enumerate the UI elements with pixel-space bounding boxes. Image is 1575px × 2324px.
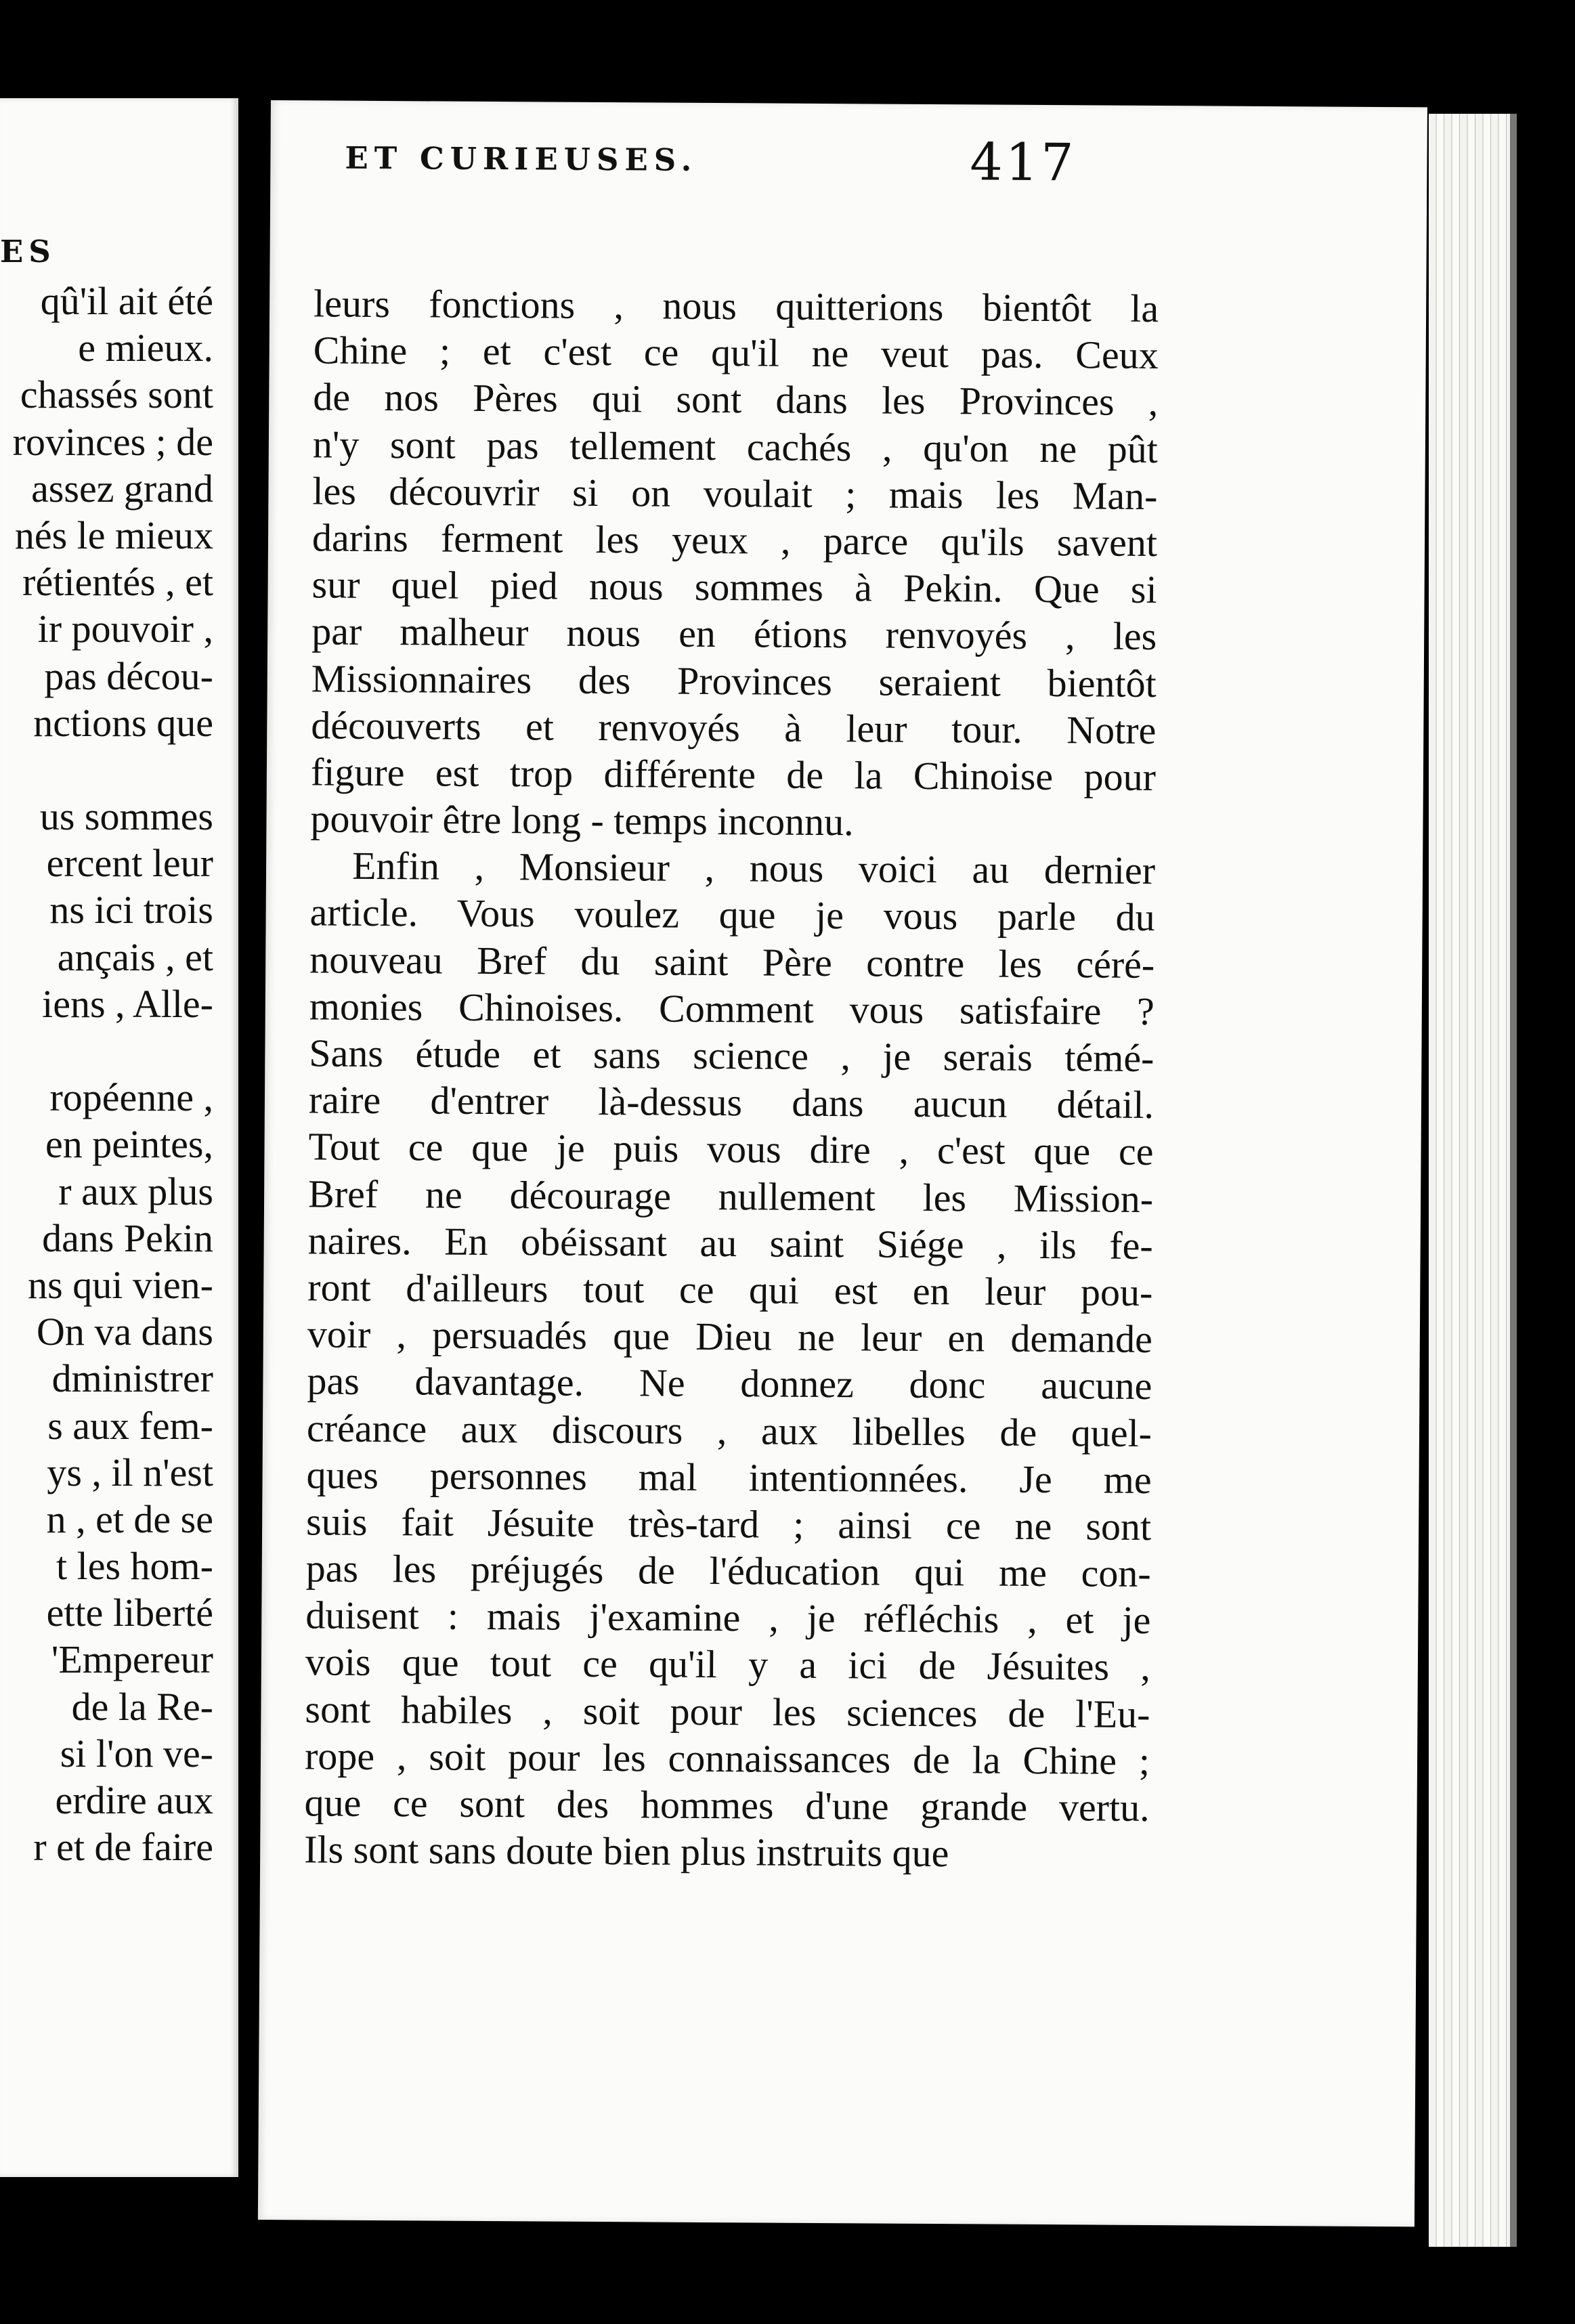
text-line: que ce sont des hommes d'une grande vertu.: [304, 1780, 1150, 1830]
text-line: les découvrir si on voulait ; mais les Man-: [312, 469, 1158, 518]
text-line: sont habiles , soit pour les sciences de l'Eu-: [305, 1686, 1150, 1736]
text-line: r et de faire: [33, 1825, 213, 1870]
page-number: 417: [970, 131, 1077, 193]
text-line: s aux fem-: [47, 1403, 213, 1448]
text-line: chassés sont: [20, 372, 213, 417]
text-line: leurs fonctions , nous quitterions bientôt la: [313, 281, 1159, 331]
text-line: sur quel pied nous sommes à Pekin. Que si: [311, 562, 1157, 612]
text-line: par malheur nous en étions renvoyés , les: [311, 609, 1157, 659]
text-line: de nos Pères qui sont dans les Provinces ,: [313, 374, 1159, 425]
text-line: rétientés , et: [22, 560, 213, 605]
text-line: nés le mieux: [14, 513, 213, 557]
text-line: figure est trop différente de la Chinoise pour: [310, 750, 1157, 799]
text-line: e mieux.: [78, 326, 213, 370]
page-header: [258, 126, 1161, 193]
text-line: pas les préjugés de l'éducation qui me con-: [305, 1546, 1151, 1596]
text-line: On va dans: [37, 1310, 213, 1354]
text-line: nouveau Bref du saint Père contre les céré-: [309, 937, 1155, 987]
text-line: us sommes: [39, 794, 213, 839]
text-line: Missionnaires des Provinces seraient bientôt: [311, 655, 1157, 706]
text-line: [0, 746, 213, 793]
text-line: découverts et renvoyés à leur tour. Notre: [311, 703, 1157, 752]
text-line: ront d'ailleurs tout ce qui est en leur pou-: [307, 1265, 1153, 1314]
text-line: pouvoir être long - temps inconnu.: [310, 796, 854, 844]
text-line: assez grand: [31, 466, 213, 511]
text-line: qû'il ait été: [40, 279, 213, 323]
left-page-text: [0, 278, 223, 1870]
text-line: article. Vous voulez que je vous parle du: [309, 890, 1155, 940]
text-line: créance aux discours , aux libelles de quel-: [306, 1405, 1152, 1455]
text-line: raire d'entrer là-dessus dans aucun détail.: [308, 1077, 1155, 1127]
text-line: en peintes,: [45, 1122, 213, 1167]
text-line: pas davantage. Ne donnez donc aucune: [307, 1358, 1152, 1408]
text-line: de la Re-: [71, 1684, 213, 1729]
text-line: ercent leur: [46, 841, 213, 886]
text-line: Chine ; et c'est ce qu'il ne veut pas. Ceux: [313, 328, 1159, 378]
text-line: suis fait Jésuite très-tard ; ainsi ce ne sont: [305, 1499, 1152, 1549]
left-running-head: ES: [0, 234, 56, 270]
text-line: dministrer: [51, 1356, 213, 1401]
text-line: naires. En obéissant au saint Siége , ils fe-: [307, 1218, 1153, 1268]
text-line: Tout ce que je puis vous dire , c'est que ce: [308, 1124, 1154, 1174]
text-line: iens , Alle-: [42, 981, 213, 1026]
text-line: si l'on ve-: [60, 1731, 213, 1776]
text-line: ns qui vien-: [28, 1262, 213, 1307]
running-title: ET CURIEUSES.: [345, 139, 698, 178]
text-line: monies Chinoises. Comment vous satisfaire ?: [309, 984, 1155, 1033]
text-line: ette liberté: [46, 1591, 213, 1635]
text-line: dans Pekin: [42, 1215, 213, 1260]
text-line: rope , soit pour les connaissances de la Chine ;: [304, 1734, 1150, 1783]
text-line: voir , persuadés que Dieu ne leur en demande: [307, 1312, 1153, 1362]
text-line: ropéenne ,: [49, 1075, 213, 1120]
text-line: nctions que: [33, 700, 213, 745]
text-line: erdire aux: [55, 1778, 213, 1822]
text-line: darins ferment les yeux , parce qu'ils savent: [311, 515, 1158, 565]
text-line: Enfin , Monsieur , nous voici au dernier: [351, 844, 1156, 893]
text-line: r aux plus: [58, 1169, 213, 1213]
text-line: [0, 1027, 213, 1074]
text-line: t les hom-: [56, 1544, 213, 1589]
left-page: [0, 98, 238, 2177]
text-line: pas décou-: [44, 653, 213, 698]
text-line: n , et de se: [46, 1497, 213, 1541]
page-edges: [1429, 114, 1517, 2247]
text-line: ques personnes mal intentionnées. Je me: [306, 1452, 1152, 1502]
text-line: ir pouvoir ,: [37, 607, 213, 651]
text-line: ys , il n'est: [47, 1450, 213, 1494]
right-page-text: [304, 280, 1159, 1878]
text-line: Bref ne décourage nullement les Mission-: [307, 1171, 1154, 1221]
text-line: vois que tout ce qu'il y a ici de Jésuites ,: [305, 1639, 1151, 1690]
text-line: n'y sont pas tellement cachés , qu'on ne pût: [312, 421, 1159, 471]
text-line: Ils sont sans doute bien plus instruits que: [304, 1827, 949, 1876]
right-page: [258, 100, 1427, 2226]
text-line: Sans étude et sans science , je serais témé-: [309, 1031, 1155, 1080]
text-line: ançais , et: [57, 934, 213, 979]
text-line: 'Empereur: [51, 1637, 213, 1682]
text-line: duisent : mais j'examine , je réfléchis , et je: [305, 1593, 1151, 1643]
text-line: rovinces ; de: [12, 419, 213, 464]
text-line: ns ici trois: [49, 888, 213, 932]
